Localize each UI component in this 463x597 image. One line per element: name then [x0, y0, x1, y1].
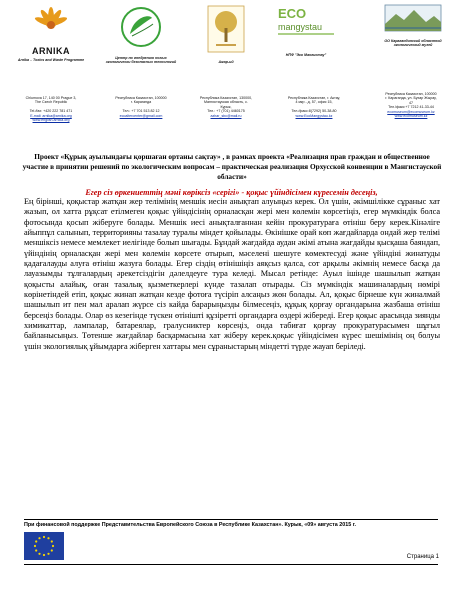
tree-icon: [206, 4, 246, 54]
address-line: 4 мкр - д, 57, офис 15,: [295, 100, 333, 105]
funding-note: При финансовой поддержке Представительства Европейского Союза в Республике Казахстан». Курык, «09» августа 2015 г.: [24, 522, 356, 528]
eu-flag-icon: [24, 532, 64, 560]
address-phone: Тел./факс:8(7292) 50-38-80: [291, 109, 337, 114]
address-email[interactable]: E-mail: arnika@arnika.org: [30, 113, 72, 118]
address-website[interactable]: www.ecomuseum.kz: [394, 114, 428, 119]
address-email[interactable]: azhar_sbc@mail.ru: [210, 113, 242, 118]
center-address: [100, 96, 182, 118]
address-line: Мангистауская область, с.: [204, 100, 248, 105]
azhar-logo-block: [195, 4, 257, 64]
ecomuseum-org-name: ОО Карагандинский областной экологический музей: [384, 39, 442, 48]
address-line: г. Караганда: [130, 100, 152, 105]
project-title: Проект «Құрық ауылындағы қоршаған ортаны сақтау» , в рамках проекта «Реализация прав граждан и общественное участие в принятии решений по экологическим вопросам – практическая реализация Орхусской конвенции в Мангистауской области»: [22, 152, 442, 182]
eco-mangystau-logo-icon: [276, 4, 336, 40]
address-email[interactable]: ecomuseum@ecomuseum.kz: [387, 109, 435, 114]
footer-bottom-divider: [24, 564, 438, 565]
leaf-globe-icon: [118, 4, 164, 50]
address-email[interactable]: ecoaltercenter@gmail.com: [119, 113, 163, 118]
arnika-brand: ARNIKA: [32, 46, 70, 56]
address-line: 47: [409, 100, 413, 105]
center-logo-block: [104, 4, 178, 64]
address-line: Республика Казахстан, 100000: [115, 96, 167, 100]
svg-text:ECO: ECO: [278, 6, 307, 21]
address-line: Республика Казахстан, 100000: [385, 92, 437, 96]
address-website[interactable]: www.english.arnika.org: [32, 118, 70, 123]
footer-divider: [24, 519, 438, 520]
arnika-org-name: Arnika – Toxics and Waste Programme: [17, 58, 85, 62]
page-number: Страница 1: [406, 554, 439, 560]
center-org-name: Центр по внедрению новых экологически безопасных технологий: [105, 56, 177, 65]
address-line: Курык,: [220, 104, 232, 109]
address-phone: Тел./факс:+7 7212 41-33-44: [388, 105, 434, 110]
ecomuseum-landscape-icon: [384, 4, 442, 32]
address-line: Республика Казахстан, 130000,: [199, 96, 253, 100]
ecomangystau-logo-block: [268, 4, 344, 57]
address-website[interactable]: www.EcoMangystau.kz: [295, 113, 333, 118]
azhar-org-name: Ажар-ий: [218, 60, 234, 64]
ecomuseum-logo-block: [372, 4, 454, 47]
address-line: The Czech Republic: [34, 100, 68, 105]
ecomangystau-org-name: НПФ "Эко Мангистау": [285, 53, 327, 57]
address-phone: Tel./fax: +420 222 781 471: [29, 109, 73, 114]
azhar-address: [186, 96, 266, 118]
address-line: Chlumova 17, 140 00 Prague 3,: [25, 96, 77, 100]
address-phone: Тел.: +7 701 513 82 12: [122, 109, 160, 114]
svg-text:mangystau: mangystau: [278, 22, 323, 32]
arnika-logo-block: [14, 4, 88, 62]
address-line: г. Караганда, ул. Бухар Жырау,: [385, 96, 437, 101]
subtitle: Егер сіз өркениеттің мәні көріксіз «серігі» - қоқыс үйіндісімен күресемін десеңіз,: [85, 188, 378, 197]
ecomangystau-address: [268, 96, 360, 118]
body-text: Ең бірінші, қоқыстар жатқан жер телімінің меншік иесін анықтап алуыңыз керек. Ол үшін, әкімшілікке сұраныс хат жазып, ол хатта рұқсат етілмеген қоқыс үйіндісінің орналасқан жері мен көлемін көрсетіңіз, егер мүмкіндік болса фотосында қосып жіберуге болады. Меншік иесі анықталғаннан кейін прокуратураға өтініш беру керек.Кінәліге айыппұл салынып, территорияны тазалау туралы міндет қойылады. Өкінішке орай көп жағдайларда ондай жер телімі меншіксіз немесе мемлекет иелігінде болып шығады. Бұндай жағдайда аудан әкімі атына жағдайды қысқаша баяндап, үйіндінің орналасқан жері мен көлемін көрсете отырып, мәселені шешуге көмектесуді және үйіндіні жинатуды қадағалауды алуға өтініш жазуға болады. Егер сіздің өтінішіңіз аяқсыз қалса, сот арқылы әкімнің немесе басқа да лауазымды тұлғалардың әрекетсіздігін дәлелдеуге тура келеді. Мысал ретінде: Ауыл ішінде шашылып жатқан қоқысты алайық, оған тазалық қызметкерлері күнде тазалап отырады. Сіз мүмкіндік машиналардың нөмірі көрінетіндей етіп, қоқыс жинап жатқан кезде фотоға түсіріп алсаңыз жөн болады. Ал, қоқыс бірнеше күн жиналмай шашылып ит пен мал аралап жүрсе сіз кайда барарыңызды білмесеңіз, құқық қорғау органдарына жазбаша өтініш берсеңіз болады. Олар өз кезегінде түскен өтінішті құзіретті органдарға өздері жібереді. Егер қоқыс арасында зиянды химикаттар, лампалар, батареялар, гралусниктер көрсеңіз, онда табиғат қорғау прокуратурасымен шұғыл байланысыңыз. Төтенше жағдайлар басқармасына хат жіберу керек.қоқыс үйіндісімен күрес шешімінің оң болуы үшін экологиялық ұйымдарға жіберген хаттары мен сұраныстарың міндетті түрде жауап беріледі.: [24, 197, 440, 351]
arnika-flower-icon: [25, 4, 77, 44]
address-line: Республика Казахстан, г. Актау,: [287, 96, 341, 100]
address-phone: Тел.: +7 (701) 4460175: [207, 109, 245, 114]
ecomuseum-address: [364, 92, 458, 118]
arnika-address: [12, 96, 90, 122]
